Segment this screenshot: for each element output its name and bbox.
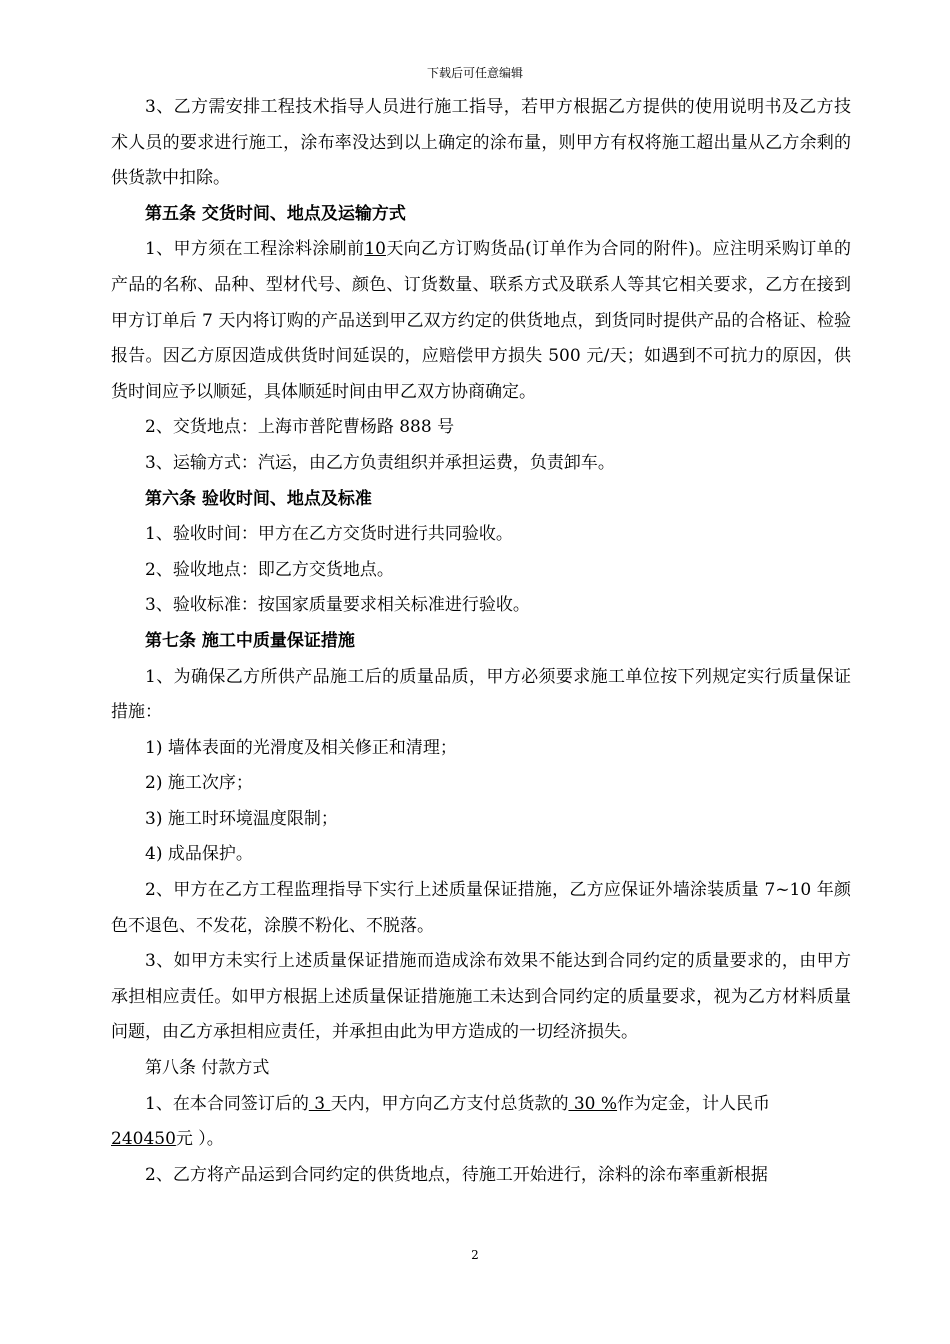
paragraph-article7-item3: 3、如甲方未实行上述质量保证措施而造成涂布效果不能达到合同约定的质量要求的，由甲方承担相应责任。如甲方根据上述质量保证措施施工未达到合同约定的质量要求，视为乙方材料质量问题，由乙方承担相应责任，并承担由此为甲方造成的一切经济损失。 [111,951,851,1043]
paragraph-article8-item2: 2、乙方将产品运到合同约定的供货地点，待施工开始进行，涂料的涂布率重新根据 [145,1164,768,1185]
list-item-measure-1: 1) 墙体表面的光滑度及相关修正和清理； [145,737,457,758]
order-days-value: 10 [364,239,386,260]
paragraph-inspection-time: 1、验收时间：甲方在乙方交货时进行共同验收。 [145,524,513,545]
deposit-amount-value: 240450 [111,1129,176,1150]
paragraph-clause4-item3: 3、乙方需安排工程技术指导人员进行施工指导，若甲方根据乙方提供的使用说明书及乙方技术人员的要求进行施工，涂布率没达到以上确定的涂布量，则甲方有权将施工超出量从乙方余剩的供货款中扣除。 [111,97,851,189]
text-segment: 天内，甲方向乙方支付总货款的 [330,1093,569,1114]
list-item-measure-3: 3) 施工时环境温度限制； [145,808,338,829]
list-item-measure-2: 2) 施工次序； [145,773,253,794]
paragraph-article5-item1 [111,232,851,410]
deposit-days-value: 3 [308,1093,331,1114]
paragraph-article8-item1 [111,1087,851,1158]
paragraph-transport-method: 3、运输方式：汽运，由乙方负责组织并承担运费，负责卸车。 [145,452,615,473]
paragraph-article7-item1: 1、为确保乙方所供产品施工后的质量品质，甲方必须要求施工单位按下列规定实行质量保证措施： [111,666,851,723]
document-body [111,90,851,1193]
text-segment: 作为定金，计人民币 [617,1093,771,1114]
heading-article6: 第六条 验收时间、地点及标准 [145,488,372,509]
heading-article8: 第八条 付款方式 [145,1058,270,1079]
text-segment: 元 ）。 [175,1129,224,1150]
heading-article5: 第五条 交货时间、地点及运输方式 [145,203,406,224]
paragraph-article7-item2: 2、甲方在乙方工程监理指导下实行上述质量保证措施，乙方应保证外墙涂装质量 7~10 年颜色不退色、不发花，涂膜不粉化、不脱落。 [111,880,851,936]
page-number: 2 [471,1248,479,1262]
paragraph-inspection-location: 2、验收地点：即乙方交货地点。 [145,559,394,580]
paragraph-delivery-location: 2、交货地点：上海市普陀曹杨路 888 号 [145,417,455,438]
list-item-measure-4: 4) 成品保护。 [145,844,253,865]
text-segment: 天向乙方订购货品(订单作为合同的附件)。应注明采购订单的产品的名称、品种、型材代号、颜色、订货数量、联系方式及联系人等其它相关要求，乙方在接到甲方订单后 7 天内将订购的产品送到甲乙双方约定的供货地点，到货同时提供产品的合格证、检验报告。因乙方原因造成供货时间延误的，应赔偿甲方损失 500 元/天；如遇到不可抗力的原因，供货时间应予以顺延，具体顺延时间由甲乙双方协商确定。 [111,239,851,402]
deposit-percent-value: 30 % [568,1093,618,1114]
heading-article7: 第七条 施工中质量保证措施 [145,630,355,651]
text-segment: 1、甲方须在工程涂料涂刷前 [145,239,365,260]
text-segment: 1、在本合同签订后的 [145,1093,309,1114]
paragraph-inspection-standard: 3、验收标准：按国家质量要求相关标准进行验收。 [145,595,530,616]
page-header: 下载后可任意编辑 [426,66,523,80]
